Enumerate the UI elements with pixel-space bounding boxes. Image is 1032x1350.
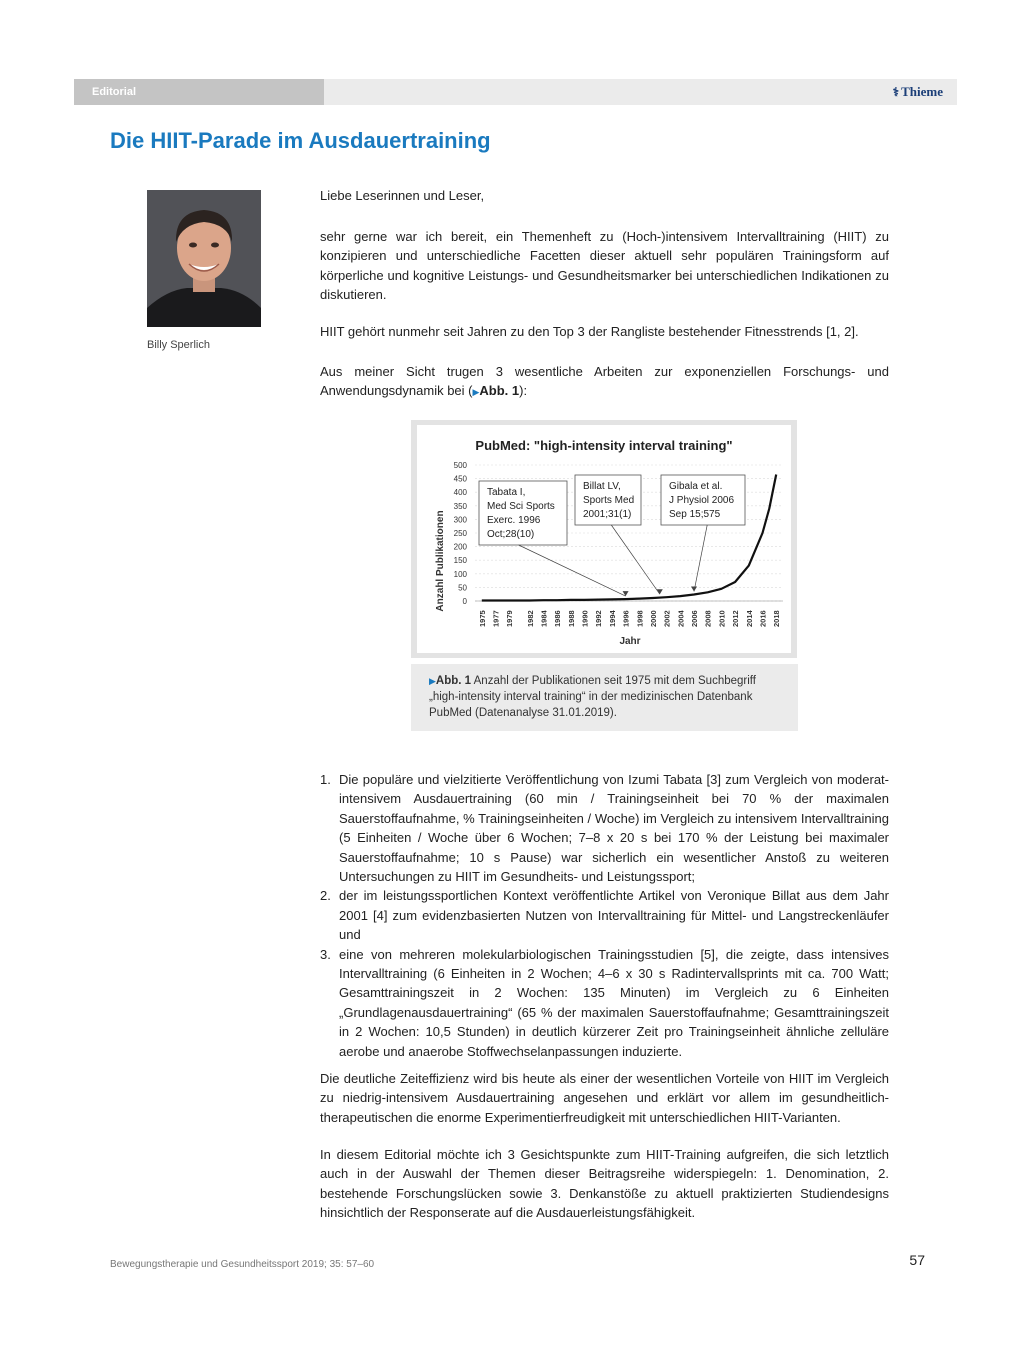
chart-annotation-text: Gibala et al. <box>669 481 723 492</box>
chart-x-tick-label: 2008 <box>703 610 713 627</box>
chart-x-axis-label: Jahr <box>619 636 641 647</box>
trend-paragraph: HIIT gehört nunmehr seit Jahren zu den Top 3 der Rangliste bestehender Fitnesstrends [1, 2]. <box>320 324 859 339</box>
list-item-number: 1. <box>320 772 331 787</box>
chart-annotation-text: Sports Med <box>583 495 635 506</box>
chart-annotation-text: 2001;31(1) <box>583 509 632 520</box>
chart-x-tick-label: 1986 <box>553 610 563 627</box>
chart-y-tick-label: 300 <box>453 515 467 525</box>
chart-x-tick-label: 2004 <box>676 610 686 627</box>
figure-ref-arrow-icon: ▶ <box>472 387 480 398</box>
figure-ref-link[interactable]: Abb. 1 <box>479 383 520 399</box>
chart-annotation-text: Billat LV, <box>583 481 621 492</box>
chart-y-tick-label: 0 <box>462 597 467 606</box>
chart-x-tick-label: 1998 <box>635 610 645 627</box>
chart-x-tick-label: 1977 <box>491 610 501 627</box>
chart-x-tick-label: 2006 <box>690 610 700 627</box>
chart-x-tick-label: 1975 <box>477 610 487 627</box>
greeting-paragraph: Liebe Leserinnen und Leser, <box>320 188 485 203</box>
chart-x-tick-label: 1988 <box>566 610 576 627</box>
chart-annotation-text: Med Sci Sports <box>487 501 555 512</box>
list-item-text: Die populäre und vielzitierte Veröffentlichung von Izumi Tabata [3] zum Vergleich von moderat-intensivem Ausdauertraining (60 min / Trainingseinheit bei 70 % der maximalen Sauerstoffaufnahme, % Trainingseinheiten / Woche) im Vergleich zu intensivem Intervalltraining (5 Einheiten / Woche über 6 Wochen; 7–8 x 20 s bei 170 % der Leistung bei maximaler Sauerstoffaufnahme; 10 s Pause) war sicherlich ein wesentlicher Anstoß zu weiteren Untersuchungen zu HIIT im Gesundheits- und Leistungssport; <box>339 772 889 885</box>
intro-paragraph: sehr gerne war ich bereit, ein Themenheft zu (Hoch-)intensivem Intervalltraining (HIIT) zu konzipieren und unterschiedliche Facetten dieser aktuell sehr populären Trainingsform auf körperliche und kognitive Leistungs- und Gesundheitsmarker bei unterschiedlichen Indikationen zu diskutieren. <box>320 229 889 303</box>
chart-y-tick-label: 250 <box>453 529 467 538</box>
chart-x-tick-label: 1990 <box>580 610 590 627</box>
list-item <box>320 945 889 1061</box>
chart-y-tick-label: 50 <box>458 583 467 593</box>
key-works-list <box>320 770 889 1061</box>
chart-y-tick-label: 200 <box>453 542 467 552</box>
list-item <box>320 770 889 886</box>
chart-annotation-arrowhead-icon <box>691 586 697 591</box>
chart-y-tick-label: 350 <box>453 501 467 511</box>
list-item-number: 2. <box>320 888 331 904</box>
chart-x-tick-label: 2014 <box>744 610 754 627</box>
chart-title: PubMed: "high-intensity interval training" <box>475 438 733 453</box>
author-caption: Billy Sperlich <box>147 339 210 351</box>
article-title: Die HIIT-Parade im Ausdauertraining <box>110 128 491 153</box>
list-item-text: der im leistungssportlichen Kontext veröffentlichte Artikel von Veronique Billat aus dem Jahr 2001 [4] zum evidenzbasierten Nutzen von Intervalltraining für Mittel- und Langstreckenläufer und <box>339 888 889 943</box>
chart-x-tick-label: 2010 <box>717 610 727 627</box>
caption-label: Abb. 1 <box>435 675 472 687</box>
journal-citation: Bewegungstherapie und Gesundheitssport 2019; 35: 57–60 <box>110 1259 375 1270</box>
chart-y-tick-label: 400 <box>453 488 467 498</box>
publisher-brand <box>893 79 943 105</box>
caption-text: Anzahl der Publikationen seit 1975 mit dem Suchbegriff „high-intensity interval training“ in der medizinischen Datenbank PubMed (Datenanalyse 31.01.2019). <box>429 675 756 719</box>
running-header <box>74 79 957 105</box>
figure-frame <box>411 420 797 658</box>
chart-annotation-text: Exerc. 1996 <box>487 515 541 526</box>
author-photo <box>147 190 261 327</box>
chart-y-axis-label: Anzahl Publikationen <box>435 510 446 612</box>
list-item <box>320 886 889 944</box>
chart-panel <box>417 425 791 653</box>
publications-line-chart <box>417 425 791 653</box>
chart-annotation-text: Tabata I, <box>487 487 526 498</box>
list-item-text: eine von mehreren molekularbiologischen Trainingsstudien [5], die zeigte, dass intensives Intervalltraining (6 Einheiten in 2 Wochen; 4–6 x 30 s Radintervallsprints mit ca. 700 Watt; Gesamttrainingszeit in 2 Wochen: 135 Minuten) im Vergleich zu 6 Einheiten „Grundlagenausdauertraining“ (65 % der maximalen Sauerstoffaufnahme; Gesamttrainingszeit in 2 Wochen: 10,5 Stunden) in deutlich kürzerer Zeit pro Trainingseinheit ähnliche zelluläre aerobe und anaerobe Stoffwechselanpassungen induzierte. <box>339 946 889 1059</box>
chart-annotation-text: Sep 15;575 <box>669 509 721 520</box>
chart-y-tick-label: 100 <box>453 569 467 579</box>
chart-annotation-text: Oct;28(10) <box>487 529 535 540</box>
page-number: 57 <box>909 1252 925 1268</box>
caption-arrow-icon: ▶ <box>429 676 436 686</box>
outline-paragraph: In diesem Editorial möchte ich 3 Gesichtspunkte zum HIIT-Training aufgreifen, die sich letztlich auch in der Auswahl der Themen dieser Beitragsreihe widerspiegeln: 1. Denomination, 2. bestehende Forschungslücken sowie 3. Denkanstöße zu aktuell praktizierten Studiendesigns hinsichtlich der Responserate auf die Ausdauerleistungsfähigkeit. <box>320 1147 889 1221</box>
chart-y-tick-label: 500 <box>453 461 467 470</box>
chart-x-tick-label: 1984 <box>539 610 549 627</box>
chart-x-tick-label: 2012 <box>731 610 741 627</box>
chart-x-tick-label: 1996 <box>621 610 631 627</box>
chart-x-tick-label: 1979 <box>505 610 515 627</box>
works-text: Aus meiner Sicht trugen 3 wesentliche Arbeiten zur exponenziellen Forschungs- und Anwendungsdynamik bei ( <box>320 364 889 399</box>
chart-x-tick-label: 1992 <box>594 610 604 627</box>
works-paragraph <box>320 362 889 403</box>
chart-x-tick-label: 1982 <box>525 610 535 627</box>
chart-x-tick-label: 2002 <box>662 610 672 627</box>
chart-annotation-arrow <box>519 545 626 596</box>
chart-annotation-arrow <box>694 525 707 591</box>
figure-caption <box>411 664 798 731</box>
chart-y-tick-label: 150 <box>453 556 467 566</box>
chart-y-tick-label: 450 <box>453 474 467 484</box>
chart-x-tick-label: 2018 <box>772 610 782 627</box>
works-text-end: ): <box>519 383 528 399</box>
list-item-number: 3. <box>320 946 331 962</box>
author-portrait-image <box>147 190 261 327</box>
chart-x-tick-label: 2000 <box>648 610 658 627</box>
publisher-name: Thieme <box>901 84 943 99</box>
efficiency-paragraph: Die deutliche Zeiteffizienz wird bis heute als einer der wesentlichen Vorteile von HIIT im Vergleich zu niedrig-intensivem Ausdauertraining angesehen und erklärt vor allem im gesundheitlich-therapeutischen die enorme Experimentierfreudigkeit mit unterschiedlichen HIIT-Varianten. <box>320 1071 889 1125</box>
section-label: Editorial <box>74 79 324 105</box>
chart-x-tick-label: 2016 <box>758 610 768 627</box>
chart-annotation-text: J Physiol 2006 <box>669 495 735 506</box>
thieme-logo-icon: ⚕ <box>892 85 900 99</box>
chart-x-tick-label: 1994 <box>607 610 617 627</box>
chart-annotation-arrow <box>611 525 660 594</box>
